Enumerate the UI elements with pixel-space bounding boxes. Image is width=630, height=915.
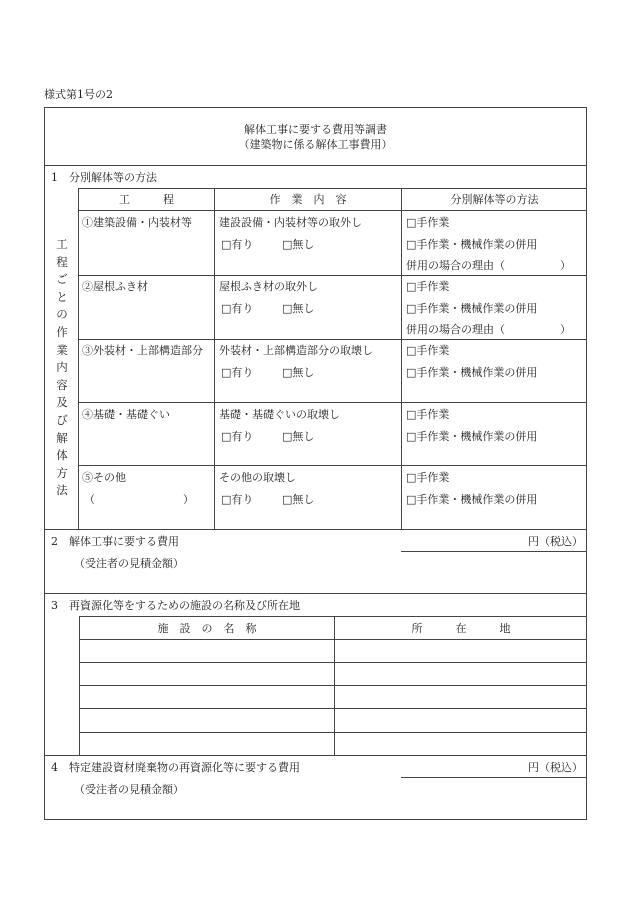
checkbox-no[interactable]: □無し: [282, 366, 315, 379]
amount-line: [401, 777, 587, 778]
checkbox-yes[interactable]: □有り: [221, 366, 254, 379]
form-subtitle: （建築物に係る解体工事費用）: [238, 138, 393, 151]
divider: [44, 755, 587, 756]
form-frame: [44, 107, 587, 820]
checkbox-combined[interactable]: □手作業・機械作業の併用: [406, 493, 538, 506]
checkbox-combined[interactable]: □手作業・機械作業の併用: [406, 238, 538, 251]
section4-heading: 4 特定建設資材廃棄物の再資源化等に要する費用: [51, 761, 300, 774]
checkbox-no[interactable]: □無し: [282, 493, 315, 506]
work-label: 屋根ふき材の取外し: [219, 280, 318, 293]
table-row: [79, 639, 587, 640]
table-row: [79, 662, 587, 663]
work-label: 基礎・基礎ぐいの取壊し: [219, 408, 340, 421]
divider: [214, 188, 215, 529]
section4-unit: 円（税込）: [528, 761, 583, 774]
checkbox-no[interactable]: □無し: [282, 238, 315, 251]
divider: [78, 188, 79, 529]
divider: [79, 616, 80, 756]
work-label: 外装材・上部構造部分の取壊し: [219, 344, 373, 357]
checkbox-combined[interactable]: □手作業・機械作業の併用: [406, 366, 538, 379]
column-header-location: 所 在 地: [411, 622, 511, 635]
section2-unit: 円（税込）: [528, 535, 583, 548]
form-title: 解体工事に要する費用等調書: [244, 123, 387, 136]
process-label: ⑤その他: [82, 471, 126, 484]
checkbox-no[interactable]: □無し: [282, 302, 315, 315]
work-label: 建設設備・内装材等の取外し: [219, 216, 362, 229]
checkbox-yes[interactable]: □有り: [221, 493, 254, 506]
checkbox-combined[interactable]: □手作業・機械作業の併用: [406, 302, 538, 315]
section2-heading: 2 解体工事に要する費用: [51, 535, 179, 548]
divider: [79, 616, 587, 617]
checkbox-manual[interactable]: □手作業: [406, 344, 450, 357]
divider: [44, 529, 587, 530]
side-label: 工 程 ご と の 作 業 内 容 及 び 解 体 方 法: [56, 237, 68, 498]
process-label: ①建築設備・内装材等: [82, 216, 192, 229]
process-label: ④基礎・基礎ぐい: [82, 408, 170, 421]
divider: [334, 616, 335, 756]
table-row: [79, 732, 587, 733]
section4-note: （受注者の見積金額）: [74, 783, 184, 796]
divider: [78, 465, 587, 466]
reason-field[interactable]: 併用の場合の理由（ ）: [406, 259, 571, 272]
checkbox-manual[interactable]: □手作業: [406, 408, 450, 421]
divider: [78, 188, 587, 189]
reason-field[interactable]: 併用の場合の理由（ ）: [406, 323, 571, 336]
divider: [401, 188, 402, 529]
amount-line: [401, 551, 587, 552]
divider: [44, 165, 587, 166]
section3-heading: 3 再資源化等をするための施設の名称及び所在地: [51, 599, 300, 612]
work-label: その他の取壊し: [219, 471, 296, 484]
column-header-method: 分別解体等の方法: [450, 193, 539, 206]
divider: [78, 402, 587, 403]
table-row: [79, 708, 587, 709]
process-label: ③外装材・上部構造部分: [82, 344, 203, 357]
divider: [78, 210, 587, 211]
divider: [78, 339, 587, 340]
divider: [78, 275, 587, 276]
divider: [44, 593, 587, 594]
checkbox-yes[interactable]: □有り: [221, 238, 254, 251]
checkbox-manual[interactable]: □手作業: [406, 216, 450, 229]
column-header-facility-name: 施 設 の 名 称: [157, 622, 257, 635]
section1-heading: 1 分別解体等の方法: [51, 171, 157, 184]
other-paren-field[interactable]: （ ）: [84, 493, 194, 506]
checkbox-manual[interactable]: □手作業: [406, 280, 450, 293]
form-number: 様式第1号の2: [44, 88, 113, 101]
checkbox-no[interactable]: □無し: [282, 430, 315, 443]
section2-note: （受注者の見積金額）: [74, 557, 184, 570]
checkbox-yes[interactable]: □有り: [221, 302, 254, 315]
checkbox-manual[interactable]: □手作業: [406, 471, 450, 484]
table-row: [79, 685, 587, 686]
process-label: ②屋根ふき材: [82, 280, 148, 293]
column-header-process: 工 程: [119, 193, 174, 206]
checkbox-combined[interactable]: □手作業・機械作業の併用: [406, 430, 538, 443]
checkbox-yes[interactable]: □有り: [221, 430, 254, 443]
column-header-work: 作 業 内 容: [269, 193, 347, 206]
